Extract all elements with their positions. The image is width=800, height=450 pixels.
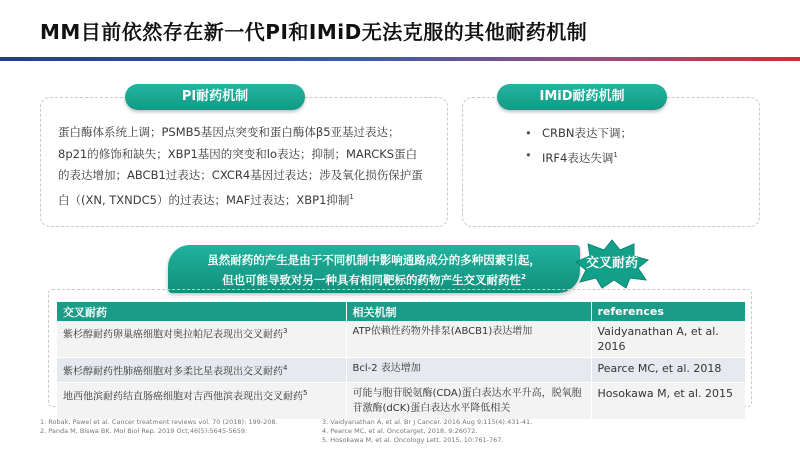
title-divider-bar <box>0 57 800 61</box>
banner-line-2 <box>168 269 580 289</box>
table-header-row <box>57 302 745 321</box>
list-item <box>525 123 632 145</box>
citation-sup: 3 <box>283 327 288 335</box>
drug-text: 紫杉醇耐药卵巢癌细胞对奥拉帕尼表现出交叉耐药 <box>63 329 283 341</box>
imid-mechanism-label: IMiD耐药机制 <box>497 84 667 110</box>
footnote: 1. Robak, Pawel et al. Cancer treatment reviews vol. 70 (2018): 199-208. <box>40 418 278 426</box>
list-item <box>525 145 632 169</box>
imid-mechanism-list <box>525 123 632 169</box>
badge-label: 交叉耐药 <box>585 256 638 271</box>
column-header: references <box>591 302 745 321</box>
column-header: 交叉耐药 <box>57 302 346 321</box>
citation-sup: 1 <box>613 150 618 159</box>
pi-line <box>58 187 438 211</box>
drug-text: 紫杉醇耐药性肺癌细胞对多柔比星表现出交叉耐药 <box>63 366 283 378</box>
citation-sup: 5 <box>303 389 308 398</box>
citation-sup: 2 <box>521 273 526 281</box>
footnote: 2. Panda M, Biswa BK. Mol Biol Rep. 2019 Oct;46(5):5645-5659. <box>40 427 248 435</box>
footnote: 4. Pearce MC, et al. Oncotarget, 2018, 9:26072. <box>322 427 478 435</box>
cross-resistance-table <box>57 302 745 420</box>
pi-line: 蛋白酶体系统上调；PSMB5基因点突变和蛋白酶体β5亚基过表达； <box>58 125 400 139</box>
table-row <box>57 383 745 420</box>
reference-cell: Hosokawa M, et al. 2015 <box>591 383 745 420</box>
drug-cell <box>57 383 346 420</box>
column-header: 相关机制 <box>346 302 591 321</box>
imid-item-text: CRBN表达下调； <box>542 126 633 140</box>
footnote: 5. Hosokawa M, et al. Oncology Lett, 2015, 10:761-767. <box>322 436 504 444</box>
cross-resistance-banner <box>168 245 580 293</box>
imid-item-text: IRF4表达失调 <box>542 150 614 165</box>
mechanism-cell: 可能与胞苷脱氨酶(CDA)蛋白表达水平升高，脱氧胞苷激酶(dCK)蛋白表达水平降低相关 <box>346 383 591 420</box>
footnotes-left <box>40 418 278 436</box>
banner-line-2-text: 但也可能导致对另一种具有相同靶标的药物产生交叉耐药性 <box>222 272 522 287</box>
citation-sup: 1 <box>349 192 354 201</box>
banner-line-1: 虽然耐药的产生是由于不同机制中影响通路成分的多种因素引起， <box>207 253 541 267</box>
pi-mechanism-label: PI耐药机制 <box>125 84 305 110</box>
footnotes-right <box>322 418 532 445</box>
drug-cell <box>57 321 346 358</box>
citation-sup: 4 <box>283 364 288 372</box>
pi-line: 8p21的修饰和缺失；XBP1基因的突变和lo表达；抑制；MARCKS蛋白 <box>58 146 418 161</box>
table-row <box>57 321 745 358</box>
pi-mechanism-text <box>58 122 438 211</box>
table-row <box>57 358 745 383</box>
page-title: MM目前依然存在新一代PI和IMiD无法克服的其他耐药机制 <box>40 20 588 44</box>
cross-resistance-badge <box>574 238 650 290</box>
mechanism-cell: Bcl-2 表达增加 <box>346 358 591 383</box>
reference-cell: Vaidyanathan A, et al. 2016 <box>591 321 745 358</box>
footnote: 3. Vaidyanathan A, et al. Br J Cancer. 2016 Aug 9;115(4):431-41. <box>322 418 533 426</box>
reference-cell: Pearce MC, et al. 2018 <box>591 358 745 383</box>
pi-line-text: 白（(XN, TXNDC5）的过表达；MAF过表达；XBP1抑制 <box>58 192 350 207</box>
mechanism-cell: ATP依赖性药物外排泵(ABCB1)表达增加 <box>346 321 591 358</box>
drug-cell <box>57 358 346 383</box>
pi-line: 的表达增加；ABCB1过表达；CXCR4基因过表达；涉及氧化损伤保护蛋 <box>58 168 423 182</box>
drug-text: 地西他滨耐药结直肠癌细胞对吉西他滨表现出交叉耐药 <box>63 391 303 403</box>
